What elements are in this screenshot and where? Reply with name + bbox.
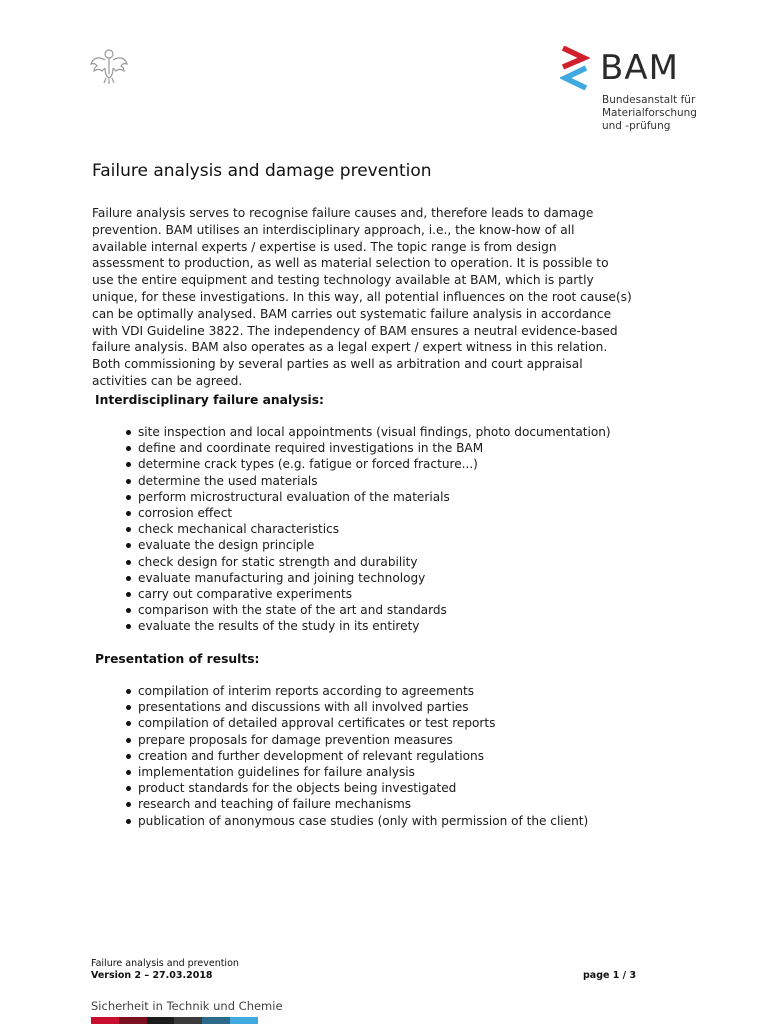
- color-bar-segment: [147, 1017, 175, 1024]
- bullet-icon: [126, 786, 131, 791]
- list-item: [126, 424, 611, 440]
- bullet-icon: [126, 527, 131, 532]
- footer-version: Version 2 – 27.03.2018: [91, 970, 213, 981]
- list-item-text: check mechanical characteristics: [138, 522, 340, 537]
- bam-subtitle-line: und -prüfung: [602, 120, 671, 132]
- bullet-icon: [126, 689, 131, 694]
- document-title: Failure analysis and damage prevention: [92, 161, 432, 181]
- list-item-text: check design for static strength and durability: [138, 554, 418, 569]
- list-item-text: determine crack types (e.g. fatigue or forced fracture...): [138, 457, 478, 472]
- list-item: [126, 748, 588, 764]
- list-item-text: research and teaching of failure mechanisms: [138, 797, 412, 812]
- bullet-icon: [126, 462, 131, 467]
- bullet-icon: [126, 479, 131, 484]
- color-bar-segment: [230, 1017, 258, 1024]
- list-item: [126, 473, 611, 489]
- bullet-icon: [126, 802, 131, 807]
- list-item: [126, 570, 611, 586]
- list-item: [126, 813, 588, 829]
- list-item: [126, 554, 611, 570]
- list-item: [126, 489, 611, 505]
- list-item-text: compilation of detailed approval certificates or test reports: [138, 716, 496, 731]
- list-item-text: evaluate the results of the study in its entirety: [138, 619, 420, 634]
- footer-slogan: Sicherheit in Technik und Chemie: [91, 999, 283, 1013]
- list-item-text: publication of anonymous case studies (only with permission of the client): [138, 813, 589, 828]
- page-number: page 1 / 3: [583, 970, 637, 981]
- list-item: [126, 699, 588, 715]
- bullet-icon: [126, 721, 131, 726]
- bam-logo-text: BAM: [600, 48, 679, 88]
- list-item-text: product standards for the objects being investigated: [138, 781, 457, 796]
- bullet-icon: [126, 511, 131, 516]
- bam-logo-subtitle: [602, 94, 697, 133]
- bullet-icon: [126, 592, 131, 597]
- list-item-text: carry out comparative experiments: [138, 586, 353, 601]
- list-item: [126, 618, 611, 634]
- list-item: [126, 537, 611, 553]
- list-item-text: implementation guidelines for failure analysis: [138, 764, 415, 779]
- section-heading-presentation: Presentation of results:: [95, 652, 260, 666]
- list-item: [126, 456, 611, 472]
- list-item-text: evaluate manufacturing and joining technology: [138, 570, 426, 585]
- list-item-text: presentations and discussions with all involved parties: [138, 700, 469, 715]
- bam-subtitle-line: Materialforschung: [602, 107, 697, 119]
- list-item-text: comparison with the state of the art and standards: [138, 603, 447, 618]
- list-item: [126, 440, 611, 456]
- bullet-icon: [126, 705, 131, 710]
- list-item-text: compilation of interim reports according to agreements: [138, 684, 475, 698]
- bullet-icon: [126, 576, 131, 581]
- footer-title: Failure analysis and prevention: [91, 958, 239, 969]
- bullet-icon: [126, 560, 131, 565]
- color-bar-segment: [91, 1017, 119, 1024]
- bullet-icon: [126, 770, 131, 775]
- section-heading-interdisciplinary: Interdisciplinary failure analysis:: [95, 393, 324, 407]
- color-bar-segment: [119, 1017, 147, 1024]
- list-item: [126, 780, 588, 796]
- list-item: [126, 796, 588, 812]
- list-item: [126, 521, 611, 537]
- interdisciplinary-list: [126, 424, 611, 634]
- list-item: [126, 586, 611, 602]
- list-item: [126, 764, 588, 780]
- presentation-list: [126, 683, 588, 829]
- bam-subtitle-line: Bundesanstalt für: [602, 94, 696, 106]
- color-bar-segment: [202, 1017, 230, 1024]
- bullet-icon: [126, 608, 131, 613]
- bullet-icon: [126, 543, 131, 548]
- list-item-text: evaluate the design principle: [138, 538, 315, 553]
- bullet-icon: [126, 819, 131, 824]
- bam-logo-mark-icon: [560, 46, 590, 90]
- bullet-icon: [126, 624, 131, 629]
- list-item-text: determine the used materials: [138, 473, 318, 488]
- list-item: [126, 602, 611, 618]
- footer-color-bar: [91, 1017, 258, 1024]
- list-item: [126, 683, 588, 699]
- list-item: [126, 715, 588, 731]
- list-item-text: site inspection and local appointments (visual findings, photo documentation): [138, 425, 611, 439]
- list-item-text: prepare proposals for damage prevention measures: [138, 732, 453, 747]
- bullet-icon: [126, 446, 131, 451]
- federal-eagle-icon: [88, 44, 130, 86]
- bullet-icon: [126, 738, 131, 743]
- color-bar-segment: [174, 1017, 202, 1024]
- list-item-text: perform microstructural evaluation of the materials: [138, 489, 450, 504]
- list-item-text: define and coordinate required investigations in the BAM: [138, 441, 484, 456]
- list-item: [126, 732, 588, 748]
- list-item-text: corrosion effect: [138, 505, 233, 520]
- list-item-text: creation and further development of relevant regulations: [138, 748, 484, 763]
- intro-paragraph: Failure analysis serves to recognise failure causes and, therefore leads to damage prevention. BAM utilises an interdisciplinary approach, i.e., the know-how of all available internal experts / expertise is used. The topic range is from design assessment to production, as well as material selection to operation. It is possible to use the entire equipment and testing technology available at BAM, which is partly unique, for these investigations. In this way, all potential influences on the root cause(s) can be optimally analysed. BAM carries out systematic failure analysis in accordance with VDI Guideline 3822. The independency of BAM ensures a neutral evidence-based failure analysis. BAM also operates as a legal expert / expert witness in this relation. Both commissioning by several parties as well as arbitration and court appraisal activities can be agreed.: [92, 206, 632, 388]
- list-item: [126, 505, 611, 521]
- bam-logo: [560, 46, 700, 146]
- bullet-icon: [126, 495, 131, 500]
- bullet-icon: [126, 754, 131, 759]
- bullet-icon: [126, 430, 131, 435]
